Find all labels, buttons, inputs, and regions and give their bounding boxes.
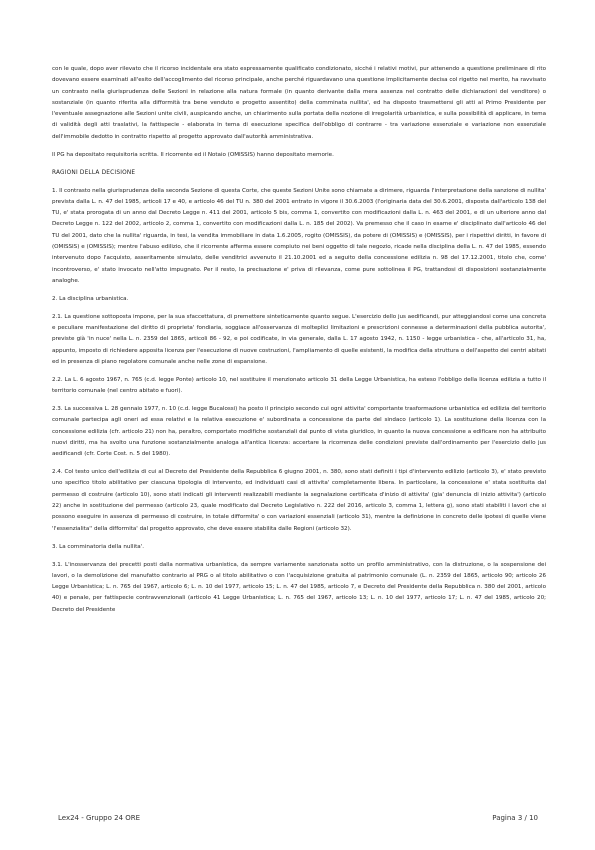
paragraph: 2.1. La questione sottoposta impone, per la sua sfaccettatura, di premettere sinteticamente quanto segue. L'esercizio dello jus aedificandi, pur atteggiandosi come una concreta e peculiare manifestazione del diritto di proprieta' fondiaria, soggiace all'osservanza di molteplici limitazioni e prescrizioni connesse a determinazioni della pubblica autorita', previste già 'in nuce' nella L. n. 2359 del 1865, articoli 86 - 92, e poi codificate, in via generale, dalla L. 17 agosto 1942, n. 1150 - legge urbanistica - che, all'articolo 31, ha, appunto, imposto di richiedere apposita licenza per l'esecuzione di nuove costruzioni, l'ampliamento di quelle esistenti, la modifica della struttura o dell'aspetto dei centri abitati ed in presenza di piano regolatore comunale anche nelle zone di espansione. [52,313,547,366]
page-footer [58,814,538,850]
subsection-title: 3. La comminatoria della nullita'. [52,543,145,550]
page-number: Pagina 3 / 10 [492,814,538,822]
paragraph: 2.2. La L. 6 agosto 1967, n. 765 (c.d. legge Ponte) articolo 10, nel sostituire il menzionato articolo 31 della Legge Urbanistica, ha esteso l'obbligo della licenza edilizia a tutto il territorio comunale (nel centro abitato e fuori). [52,376,546,395]
paragraph: 3.1. L'inosservanza dei precetti posti dalla normativa urbanistica, da sempre variamente sanzionata sotto un profilo amministrativo, con la distruzione, o la sospensione dei lavori, o la demolizione del manufatto contrario al PRG o al titolo abilitativo o con l'acquisizione gratuita al patrimonio comunale (L. n. 2359 del 1865, articolo 90; articolo 26 Legge Urbanistica; L. n. 765 del 1967, articolo 6; L. n. 10 del 1977, articolo 15; L. n. 47 del 1985, articolo 7, e Decreto del Presidente della Repubblica n. 380 del 2001, articolo 40) e penale, per fattispecie contravvenzionali (articolo 41 Legge Urbanistica; L. n. 765 del 1967, articolo 13; L. n. 10 del 1977, articolo 17; L. n. 47 del 1985, articolo 20; Decreto del Presidente [52,561,546,613]
subsection-title: 2. La disciplina urbanistica. [52,295,129,302]
paragraph: 2.4. Col testo unico dell'edilizia di cui al Decreto del Presidente della Repubblica 6 giugno 2001, n. 380, sono stati definiti i tipi d'intervento edilizio (articolo 3), e' stato previsto uno specifico titolo abilitativo per ciascuna tipologia di intervento, ed individuati casi di attivita' completamente libera. In particolare, la concessione e' stata sostituita dal permesso di costruire (articolo 10), sono stati indicati gli interventi realizzabili mediante la segnalazione certificata d'inizio di attivita' (gia' denuncia di inizio attivita') (articolo 22) anche in sostituzione del permesso (articolo 23, quale modificato dal Decreto Legislativo n. 222 del 2016, articolo 3, comma 1, lettera g), sono stati stabiliti i lavori che si possono eseguire in assenza di permesso di costruire, in totale difformita' o con variazioni essenziali (articolo 31), mentre la definizione in concreto delle ipotesi di quelle viene 'l'essenzialita'' della difformita' dal progetto approvato, che deve essere stabilita dalle Regioni (articolo 32). [52,469,546,532]
page-content [52,64,546,623]
paragraph: Il PG ha depositato requisitoria scritta. Il ricorrente ed il Notaio (OMISSIS) hanno depositato memorie. [52,151,334,158]
paragraph: 2.3. La successiva L. 28 gennaio 1977, n. 10 (c.d. legge Bucalossi) ha posto il principio secondo cui ogni attivita' comportante trasformazione urbanistica ed edilizia del territorio comunale partecipa agli oneri ad essa relativi e la relativa esecuzione e' subordinata a concessione da parte del sindaco (articolo 1). La sostituzione della licenza con la concessione edilizia (cfr. articolo 21) non ha, peraltro, comportato modifiche sostanziali dal punto di vista giuridico, in quanto la nuova concessione a edificare non ha attribuito nuovi diritti, ma ha svolto una funzione sostanzialmente analoga all'antica licenza: accertare la ricorrenza delle condizioni previste dall'ordinamento per l'esercizio dello jus aedificandi (cfr. Corte Cost. n. 5 del 1980). [52,406,546,458]
paragraph: 1. Il contrasto nella giurisprudenza della seconda Sezione di questa Corte, che queste Sezioni Unite sono chiamate a dirimere, riguarda l'interpretazione della sanzione di nullita' prevista dalla L. n. 47 del 1985, articoli 17 e 40, e articolo 46 del TU n. 380 del 2001 entrato in vigore il 30.6.2003 (l'originaria data del 30.6.2001, disposta dall'articolo 138 del TU, e' stata prorogata di un anno dal Decreto Legge n. 411 del 2001, articolo 5 bis, comma 1, convertito con modificazioni dalla L. n. 463 del 2001, e di un ulteriore anno dal Decreto Legge n. 122 del 2002, articolo 2, comma 1, convertito con modificazioni dalla L. n. 185 del 2002). Va premesso che il caso in esame e' disciplinato dall'articolo 46 del TU del 2001, dato che la nullita' riguarda, in tesi, la vendita immobiliare in data 1.6.2005, rogito (OMISSIS), da potere di (OMISSIS) e (OMISSIS), per i rispettivi diritti, in favore di (OMISSIS) e (OMISSIS); mentre l'abuso edilizio, che il ricorrente afferma essere compiuto nei beni oggetto di tale negozio, ricade nella disciplina della L. n. 47 del 1985, essendo intervenuto dopo l'acquisto, asseritamente simulato, delle venditrici avvenuto il 21.10.2001 ed a seguito della concessione edilizia n. 98 del 17.12.2001, titolo che, come' incontroverso, e' stato invocato nell'atto impugnato. Per il resto, la precisazione e' priva di rilevanza, come pure sottolinea il PG, trattandosi di disposizioni sostanzialmente analoghe. [52,187,546,284]
paragraph: con le quale, dopo aver rilevato che il ricorso incidentale era stato espressamente qualificato condizionato, sicché i relativi motivi, pur attenendo a questione preliminare di rito dovevano essere esaminati all'esito dell'accoglimento del ricorso principale, anche perché riguardavano una questione implicitamente decisa col rigetto nel merito, ha ravvisato un contrasto nella giurisprudenza delle Sezioni in relazione alla natura formale (in quanto derivante dalla mera assenza nel contratto delle dichiarazioni del venditore) o sostanziale (in quanto riferita alla difformità tra bene venduto e progetto assentito) della comminata nullita', ed ha disposto trasmettersi gli atti al Primo Presidente per l'eventuale assegnazione alle Sezioni unite civili, auspicando anche, un chiarimento sulla portata della nozione di irregolarità urbanistica, e sulla possibilità di applicare, in tema di validità degli atti traslativi, la fattispecie - elaborata in tema di esecuzione specifica dell'obbligo di contrarre - tra variazione essenziale e variazione non essenziale dell'immobile dedotto in contratto rispetto al progetto approvato dall'autorità amministrativa. [52,66,546,140]
section-heading: RAGIONI DELLA DECISIONE [52,169,136,176]
footer-source: Lex24 - Gruppo 24 ORE [58,814,141,822]
